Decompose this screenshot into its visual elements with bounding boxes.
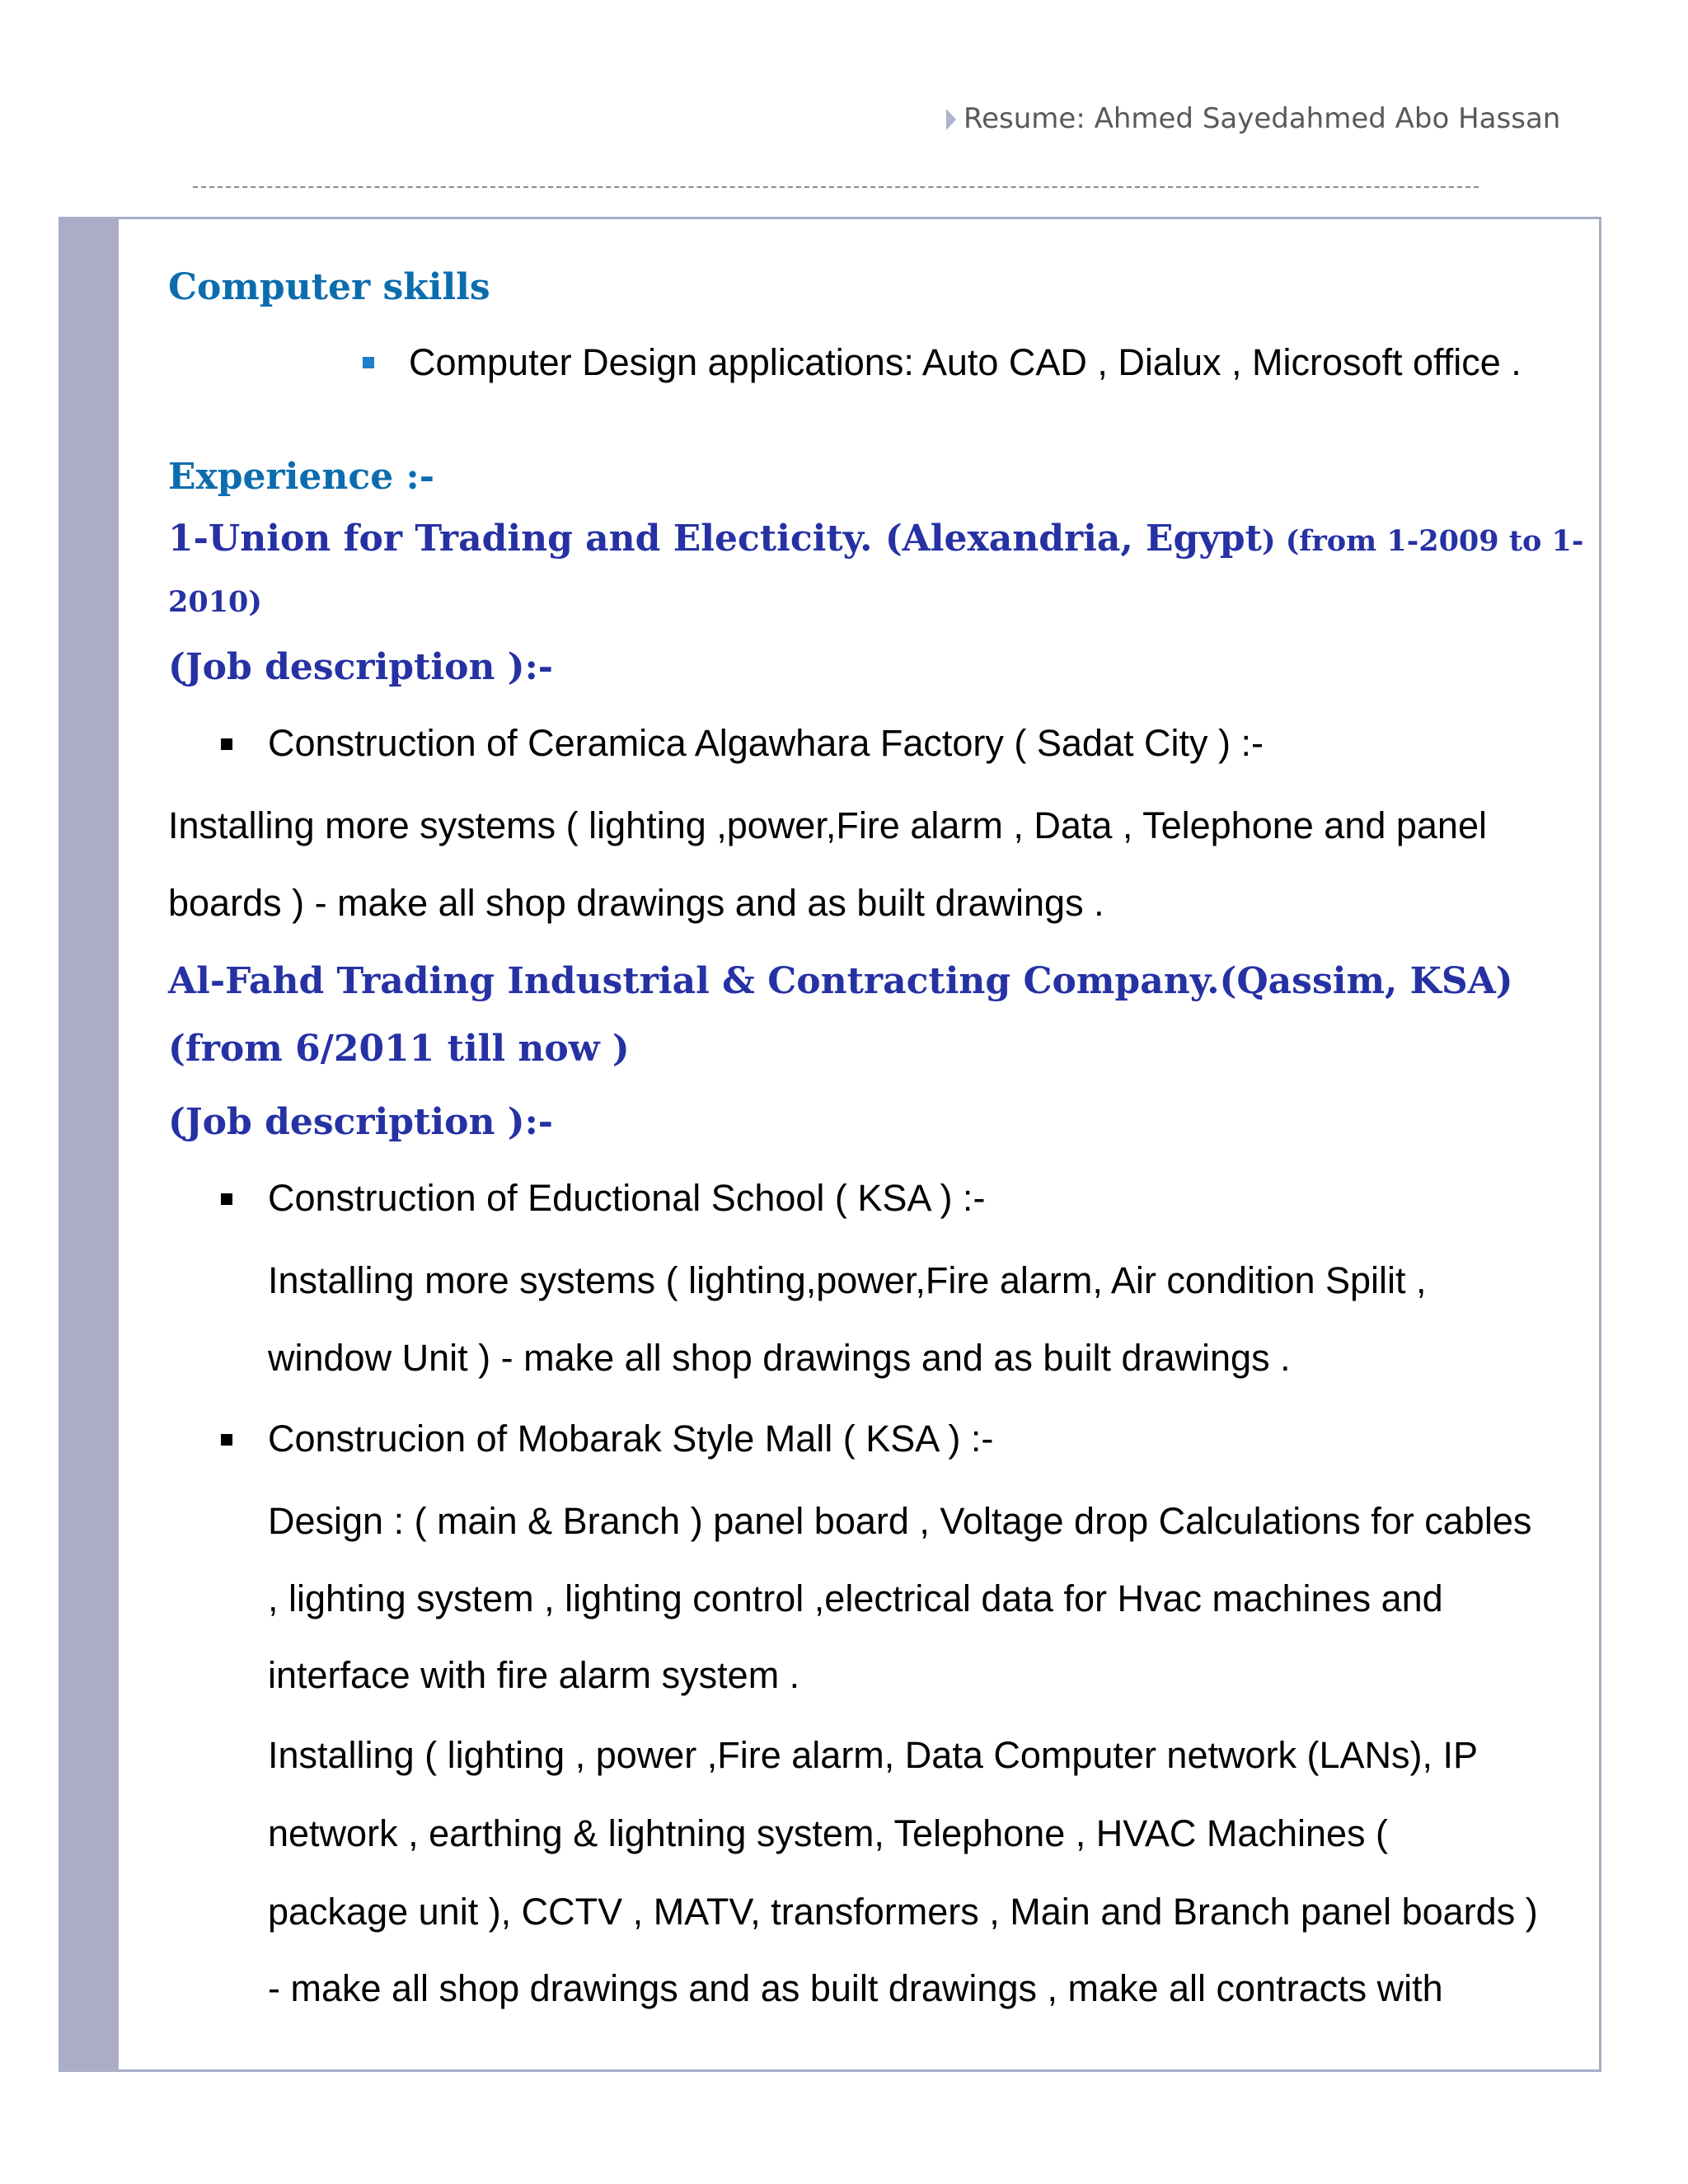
job2-project2-detail-line: Installing ( lighting , power ,Fire alarm, Data Computer network (LANs), IP [268,1734,1479,1776]
experience-heading: Experience :- [168,456,435,498]
job2-project2-detail-line: network , earthing & lightning system, Telephone , HVAC Machines ( [268,1812,1389,1854]
job2-desc-heading: (Job description ):- [168,1101,554,1143]
job1-detail-line: boards ) - make all shop drawings and as built drawings . [168,882,1104,924]
sidebar-band [61,219,119,2069]
job2-project2-detail-line: - make all shop drawings and as built drawings , make all contracts with [268,1967,1443,2009]
job1-period-end: 2010) [168,585,262,619]
job1-title [168,518,1583,560]
job2-project1: Construction of Eductional School ( KSA ) :- [268,1177,986,1219]
job2-project2-detail-line: package unit ), CCTV , MATV, transformers , Main and Branch panel boards ) [268,1891,1538,1933]
bullet-icon [221,1193,232,1205]
bullet-icon [363,357,374,368]
job2-project2-detail-line: interface with fire alarm system . [268,1654,800,1696]
job2-project2-detail-line: , lighting system , lighting control ,electrical data for Hvac machines and [268,1577,1443,1619]
job2-project1-detail-line: Installing more systems ( lighting,power,Fire alarm, Air condition Spilit , [268,1259,1427,1301]
header-arrow-icon [946,109,956,130]
job1-desc-heading: (Job description ):- [168,646,554,688]
bullet-icon [221,738,232,750]
job1-company: 1-Union for Trading and Electicity. (Alexandria, Egypt [168,518,1262,560]
header-divider [193,186,1479,188]
resume-header-title: Resume: Ahmed Sayedahmed Abo Hassan [964,102,1561,135]
job1-period: ) (from 1-2009 to 1- [1261,524,1584,558]
job1-project: Construction of Ceramica Algawhara Factory ( Sadat City ) :- [268,722,1264,764]
job2-company: Al-Fahd Trading Industrial & Contracting Company.(Qassim, KSA) [168,960,1513,1002]
job2-project2: Construcion of Mobarak Style Mall ( KSA ) :- [268,1418,994,1460]
job2-project2-detail-line: Design : ( main & Branch ) panel board , Voltage drop Calculations for cables [268,1500,1532,1542]
bullet-icon [221,1434,232,1446]
computer-skills-item: Computer Design applications: Auto CAD , Dialux , Microsoft office . [409,341,1522,383]
computer-skills-heading: Computer skills [168,266,490,308]
job1-detail-line: Installing more systems ( lighting ,power,Fire alarm , Data , Telephone and panel [168,804,1487,846]
job2-period: (from 6/2011 till now ) [168,1028,630,1070]
job2-project1-detail-line: window Unit ) - make all shop drawings and as built drawings . [268,1337,1291,1379]
